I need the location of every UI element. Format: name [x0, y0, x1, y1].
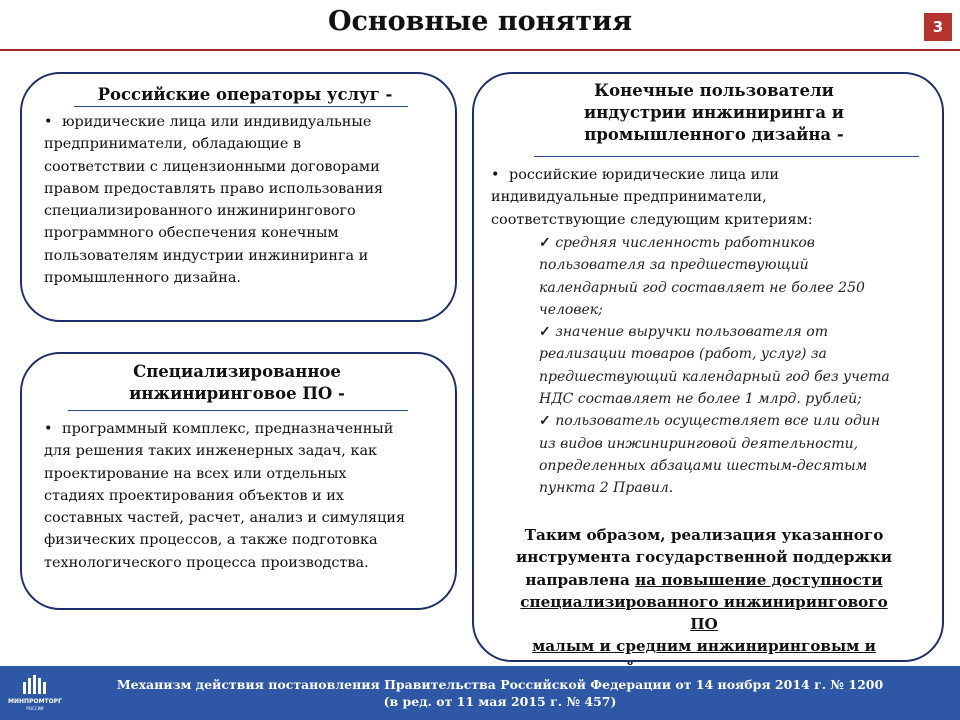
definition-line: стадиях проектирования объектов и их: [44, 487, 344, 504]
criteria-line: пункта 2 Правил.: [539, 480, 674, 497]
heading-line: промышленного дизайна -: [584, 125, 844, 144]
definition-line: промышленного дизайна.: [44, 270, 241, 287]
criteria-line: ✓ пользователь осуществляет все или один: [539, 413, 881, 430]
criteria-line: из видов инжиниринговой деятельности,: [539, 435, 859, 452]
box-heading: Российские операторы услуг -: [97, 85, 393, 104]
definition-line: проектирование на всех или отдельных: [44, 465, 347, 482]
definition-line: специализированного инжинирингового: [44, 203, 356, 220]
conclusion-line: инструмента государственной поддержки: [515, 548, 892, 567]
definition-line: предприниматели, обладающие в: [44, 136, 302, 153]
criteria-line: календарный год составляет не более 250: [539, 279, 865, 296]
heading-underline: [74, 106, 408, 107]
definition-text: [44, 418, 454, 574]
definition-text: [491, 164, 931, 231]
definition-line: технологического процесса производства.: [44, 554, 369, 571]
definition-line: • программный комплекс, предназначенный: [44, 418, 454, 440]
criteria-line: ✓ значение выручки пользователя от: [539, 324, 828, 341]
bullet-icon: •: [44, 114, 53, 130]
definition-line: физических процессов, а также подготовка: [44, 532, 378, 549]
end-users-box: [472, 72, 944, 662]
heading-line: Специализированное: [133, 362, 341, 381]
criteria-line: определенных абзацами шестым-десятым: [539, 457, 868, 474]
definition-line: программного обеспечения конечным: [44, 225, 339, 242]
svg-text:РОССИИ: РОССИИ: [26, 706, 44, 711]
box-heading: [534, 80, 894, 146]
conclusion-line: малым и средним инжиниринговым и: [532, 637, 876, 656]
criteria-list: [539, 232, 939, 500]
definition-line: для решения таких инженерных задач, как: [44, 443, 378, 460]
heading-underline: [68, 410, 408, 411]
footer-line: (в ред. от 11 мая 2015 г. № 457): [383, 694, 617, 709]
engineering-software-box: [20, 352, 457, 610]
conclusion-line: Таким образом, реализация указанного: [524, 526, 884, 544]
footer-caption: [60, 676, 940, 710]
box-heading: [72, 361, 402, 405]
criteria-line: человек;: [539, 301, 603, 318]
definition-line: пользователям индустрии инжиниринга и: [44, 247, 369, 264]
bullet-icon: •: [491, 167, 500, 183]
definition-line: соответствии с лицензионными договорами: [44, 158, 380, 175]
definition-line: правом предоставлять право использования: [44, 180, 384, 197]
criteria-line: пользователя за предшествующий: [539, 257, 809, 274]
russian-service-operators-box: [20, 72, 457, 322]
definition-line: индивидуальные предприниматели,: [491, 189, 767, 206]
title-divider: [0, 49, 960, 51]
bullet-icon: •: [44, 421, 53, 437]
definition-line: составных частей, расчет, анализ и симуляция: [44, 510, 406, 527]
heading-line: индустрии инжиниринга и: [583, 103, 845, 122]
definition-line: соответствующие следующим критериям:: [491, 211, 813, 228]
heading-line: Конечные пользователи: [594, 81, 834, 100]
check-icon: ✓: [539, 235, 551, 251]
criteria-line: реализации товаров (работ, услуг) за: [539, 346, 827, 363]
conclusion-line: направлена на повышение доступности: [525, 570, 883, 589]
definition-line: • юридические лица или индивидуальные: [44, 111, 444, 133]
check-icon: ✓: [539, 324, 551, 341]
page-number-badge: 3: [924, 13, 952, 41]
footer-bar: [0, 666, 960, 720]
check-icon: ✓: [539, 413, 551, 430]
svg-text:МИНПРОМТОРГ: МИНПРОМТОРГ: [8, 698, 62, 705]
heading-underline: [534, 156, 919, 157]
footer-line: Механизм действия постановления Правительства Российской Федерации от 14 ноября 2014 г. № 1200: [116, 677, 884, 692]
definition-text: [44, 111, 444, 289]
heading-line: инжиниринговое ПО -: [129, 384, 345, 403]
criteria-line: предшествующий календарный год без учета: [539, 368, 890, 385]
criteria-line: ✓ средняя численность работников: [539, 235, 815, 251]
ministry-logo: [6, 672, 66, 716]
definition-line: • российские юридические лица или: [491, 164, 931, 186]
slide-title: Основные понятия: [327, 6, 633, 37]
conclusion-text: [504, 524, 904, 680]
criteria-line: НДС составляет не более 1 млрд. рублей;: [539, 391, 862, 408]
conclusion-line: специализированного инжинирингового ПО: [520, 592, 888, 634]
